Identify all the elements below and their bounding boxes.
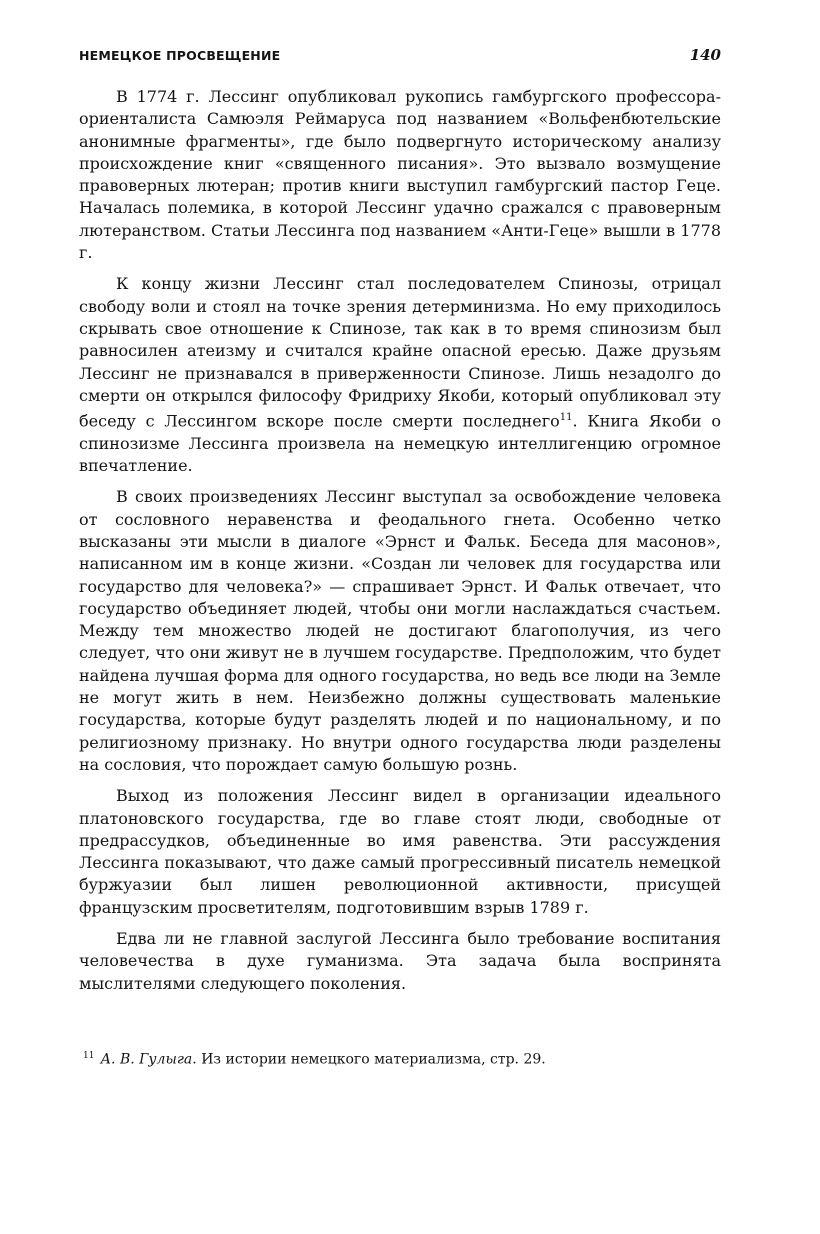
- footnote-reference: 11: [559, 412, 573, 424]
- paragraph: В своих произведениях Лессинг выступал за освобождение человека от сословного неравенства и феодального гнета. Особенно четко высказаны эти мысли в диалоге «Эрнст и Фальк. Беседа для масонов», написанном им в конце жизни. «Создан ли человек для государства или государство для человека?» — спрашивает Эрнст. И Фальк отвечает, что государство объединяет людей, чтобы они могли наслаждаться счастьем. Между тем множество людей не достигают благополучия, из чего следует, что они живут не в лучшем государстве. Предположим, что будет найдена лучшая форма для одного государства, но ведь все люди на Земле не могут жить в нем. Неизбежно должны существовать маленькие государства, которые будут разделять людей и по национальному, и по религиозному признаку. Но внутри одного государства люди разделены на сословия, что порождает самую большую рознь.: [79, 487, 721, 774]
- footnote-marker: 11: [83, 1050, 95, 1061]
- paragraph: [79, 273, 721, 477]
- main-text: [79, 86, 721, 995]
- footnote: [83, 1047, 721, 1069]
- running-title: НЕМЕЦКОЕ ПРОСВЕЩЕНИЕ: [79, 48, 281, 63]
- footnote-author: А. В. Гулыга.: [100, 1051, 197, 1068]
- page-header: [79, 40, 721, 80]
- paragraph: Выход из положения Лессинг видел в организации идеального платоновского государства, где во главе стоят люди, свободные от предрассудков, объединенные во имя равенства. Эти рассуждения Лессинга показывают, что даже самый прогрессивный писатель немецкой буржуазии был лишен революционной активности, присущей французским просветителям, подготовившим взрыв 1789 г.: [79, 786, 721, 917]
- paragraph: В 1774 г. Лессинг опубликовал рукопись гамбургского профессора-ориенталиста Самюэля Реймаруса под названием «Вольфенбютельские анонимные фрагменты», где было подвергнуто историческому анализу происхождение книг «священного писания». Это вызвало возмущение правоверных лютеран; против книги выступил гамбургский пастор Геце. Началась полемика, в которой Лессинг удачно сражался с правоверным лютеранством. Статьи Лессинга под названием «Анти-Геце» вышли в 1778 г.: [79, 87, 721, 263]
- paragraph: Едва ли не главной заслугой Лессинга было требование воспитания человечества в духе гуманизма. Эта задача была воспринята мыслителями следующего поколения.: [79, 929, 721, 993]
- book-page: [79, 40, 721, 1069]
- paragraph-text: . Книга Якоби о спинозизме Лессинга произвела на немецкую интеллигенцию огромное впечатление.: [79, 411, 722, 476]
- footnote-text: Из истории немецкого материализма, стр. 29.: [201, 1051, 546, 1068]
- page-number: 140: [689, 46, 721, 64]
- paragraph-text: К концу жизни Лессинг стал последователем Спинозы, отрицал свободу воли и стоял на точке зрения детерминизма. Но ему приходилось скрывать свое отношение к Спинозе, так как в то время спинозизм был равносилен атеизму и считался крайне опасной ересью. Даже друзьям Лессинг не признавался в приверженности Спинозе. Лишь незадолго до смерти он открылся философу Фридриху Якоби, который опубликовал эту беседу с Лессингом вскоре после смерти последнего: [79, 274, 721, 431]
